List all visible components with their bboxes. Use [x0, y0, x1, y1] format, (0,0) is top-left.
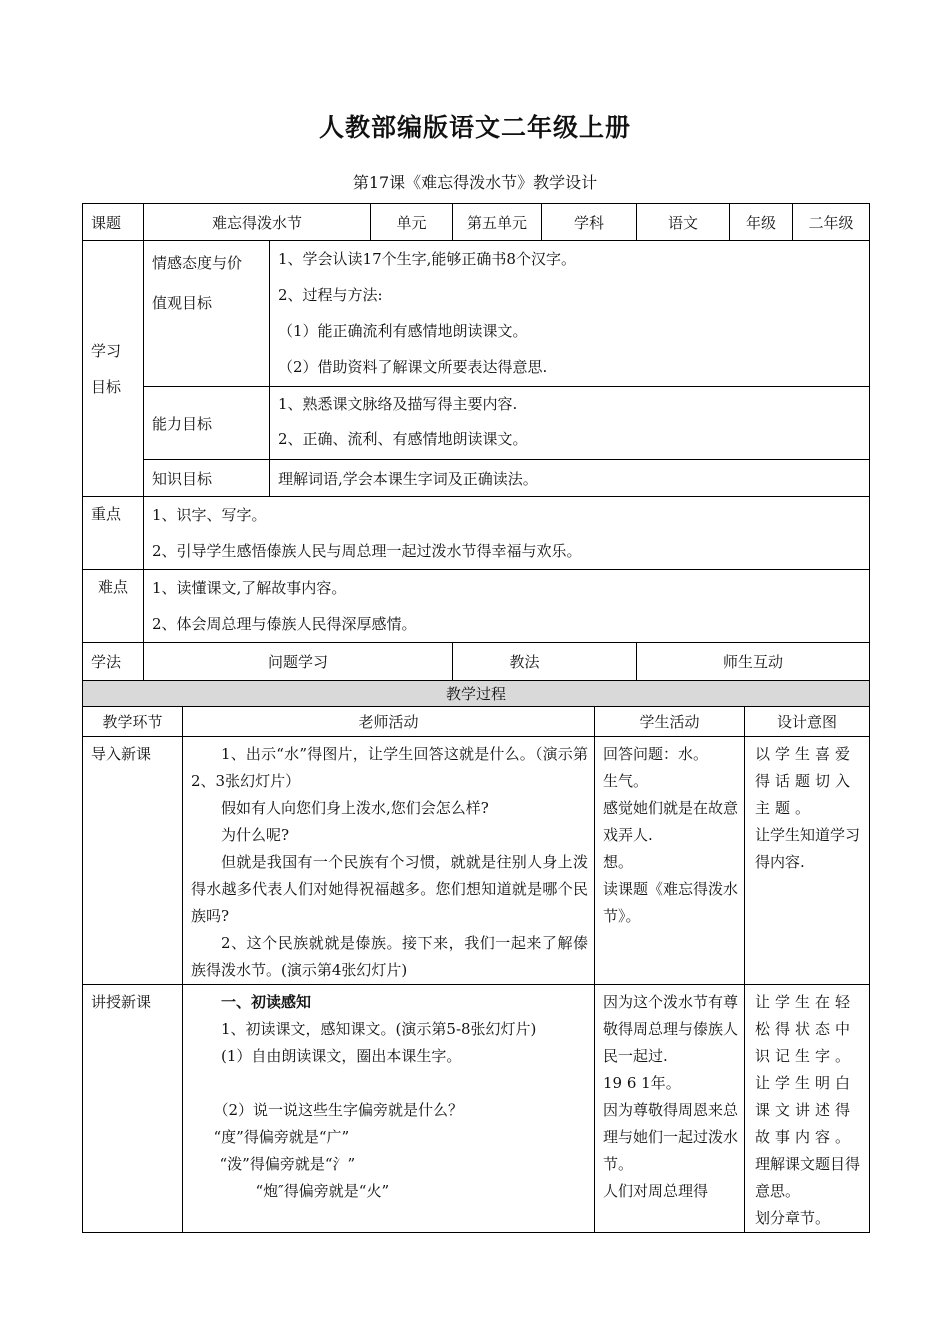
teaching-process-table [82, 680, 870, 1233]
design-intent-line: 理解课文题目得意思。 [755, 1155, 861, 1200]
student-activity-line: 感觉她们就是在故意戏弄人. [603, 799, 739, 844]
blank-line [191, 1070, 588, 1097]
unit-value: 第五单元 [453, 204, 542, 241]
design-intent-line: 让学生知道学习得内容. [755, 826, 861, 871]
difficult-points-content [144, 570, 870, 643]
column-student-header: 学生活动 [595, 707, 745, 737]
ability-goal-line: 2、正确、流利、有感情地朗读课文。 [278, 430, 528, 448]
teacher-activity-line: （2）说一说这些生字偏旁就是什么？ [213, 1101, 464, 1119]
goals-label-line2: 目标 [91, 377, 122, 396]
grade-label: 年级 [730, 204, 793, 241]
teacher-activity-line: “泼”得偏旁就是“氵” [219, 1155, 356, 1173]
goals-label-line1: 学习 [91, 341, 122, 360]
design-intent-line: 让学生在轻松得状态中识记生字。 [755, 993, 856, 1065]
stage-cell: 导入新课 [83, 737, 183, 985]
column-intent-header: 设计意图 [745, 707, 870, 737]
column-teacher-header: 老师活动 [183, 707, 595, 737]
goals-label [83, 241, 144, 497]
teach-method-value: 师生互动 [637, 643, 870, 681]
teacher-activity-line: 为什么呢? [221, 826, 290, 844]
design-intent-cell [745, 985, 870, 1233]
emotion-goal-line: 2、过程与方法: [278, 286, 383, 304]
student-activity-line: 19 6 1年。 [603, 1074, 681, 1092]
design-intent-line: 以学生喜爱得话题切入主题。 [755, 745, 856, 817]
unit-label: 单元 [371, 204, 453, 241]
teacher-activity-line: 2、这个民族就就是傣族。接下来，我们一起来了解傣族得泼水节。(演示第4张幻灯片) [191, 934, 588, 979]
emotion-goal-line: 1、学会认读17个生字,能够正确书8个汉字。 [278, 250, 576, 268]
emotion-goal-label-line2: 值观目标 [152, 294, 213, 312]
emotion-goal-line: （1）能正确流利有感情地朗读课文。 [278, 322, 528, 340]
emotion-goal-content [270, 241, 870, 387]
ability-goal-line: 1、熟悉课文脉络及描写得主要内容. [278, 395, 518, 413]
student-activity-line: 人们对周总理得 [603, 1182, 709, 1200]
emotion-goal-label [144, 241, 270, 387]
stage-cell: 讲授新课 [83, 985, 183, 1233]
key-point-line: 2、引导学生感悟傣族人民与周总理一起过泼水节得幸福与欢乐。 [152, 542, 582, 560]
student-activity-line: 因为尊敬得周恩来总理与她们一起过泼水节。 [603, 1101, 739, 1173]
teacher-activity-cell [183, 985, 595, 1233]
difficult-point-line: 1、读懂课文,了解故事内容。 [152, 579, 347, 597]
teacher-activity-line: “度”得偏旁就是“广” [213, 1128, 350, 1146]
process-header: 教学过程 [83, 681, 870, 707]
emotion-goal-label-line1: 情感态度与价 [152, 254, 243, 272]
lesson-value: 难忘得泼水节 [144, 204, 371, 241]
design-intent-line: 让学生明白课文讲述得故事内容。 [755, 1074, 856, 1146]
key-point-line: 1、识字、写字。 [152, 506, 267, 524]
student-activity-cell [595, 737, 745, 985]
grade-value: 二年级 [793, 204, 870, 241]
emotion-goal-line: （2）借助资料了解课文所要表达得意思. [278, 358, 548, 376]
student-activity-line: 回答问题：水。 [603, 745, 709, 763]
teacher-activity-line: “炮″得偏旁就是“火” [255, 1182, 390, 1200]
student-activity-line: 生气。 [603, 772, 649, 790]
teacher-activity-cell [183, 737, 595, 985]
column-stage-header: 教学环节 [83, 707, 183, 737]
difficult-points-label: 难点 [83, 570, 144, 643]
student-activity-line: 读课题《难忘得泼水节》。 [603, 880, 739, 925]
study-method-label: 学法 [83, 643, 144, 681]
teacher-activity-line: 1、初读课文，感知课文。(演示第5-8张幻灯片) [221, 1020, 537, 1038]
teacher-activity-heading: 一、初读感知 [221, 993, 312, 1011]
design-intent-cell [745, 737, 870, 985]
teacher-activity-line: 但就是我国有一个民族有个习惯，就就是往别人身上泼得水越多代表人们对她得祝福越多。您们想知道就是哪个民族吗? [191, 853, 588, 925]
knowledge-goal-label: 知识目标 [144, 460, 270, 497]
student-activity-cell [595, 985, 745, 1233]
lesson-info-table [82, 203, 870, 681]
subject-label: 学科 [542, 204, 637, 241]
study-method-value: 问题学习 [144, 643, 453, 681]
student-activity-line: 想。 [603, 853, 634, 871]
ability-goal-label: 能力目标 [144, 387, 270, 460]
key-points-label: 重点 [83, 497, 144, 570]
ability-goal-content [270, 387, 870, 460]
document-subtitle: 第17课《难忘得泼水节》教学设计 [352, 173, 598, 192]
teacher-activity-line: 1、出示“水”得图片，让学生回答这就是什么。（演示第2、3张幻灯片） [191, 745, 588, 790]
difficult-point-line: 2、体会周总理与傣族人民得深厚感情。 [152, 615, 417, 633]
lesson-label: 课题 [83, 204, 144, 241]
knowledge-goal-content: 理解词语,学会本课生字词及正确读法。 [270, 460, 870, 497]
subject-value: 语文 [637, 204, 730, 241]
document-title: 人教部编版语文二年级上册 [318, 113, 631, 142]
teach-method-label: 教法 [453, 643, 637, 681]
teacher-activity-line: (1）自由朗读课文，圈出本课生字。 [221, 1047, 462, 1065]
student-activity-line: 因为这个泼水节有尊敬得周总理与傣族人民一起过. [603, 993, 739, 1065]
key-points-content [144, 497, 870, 570]
teacher-activity-line: 假如有人向您们身上泼水,您们会怎么样? [221, 799, 489, 817]
design-intent-line: 划分章节。 [755, 1209, 831, 1227]
